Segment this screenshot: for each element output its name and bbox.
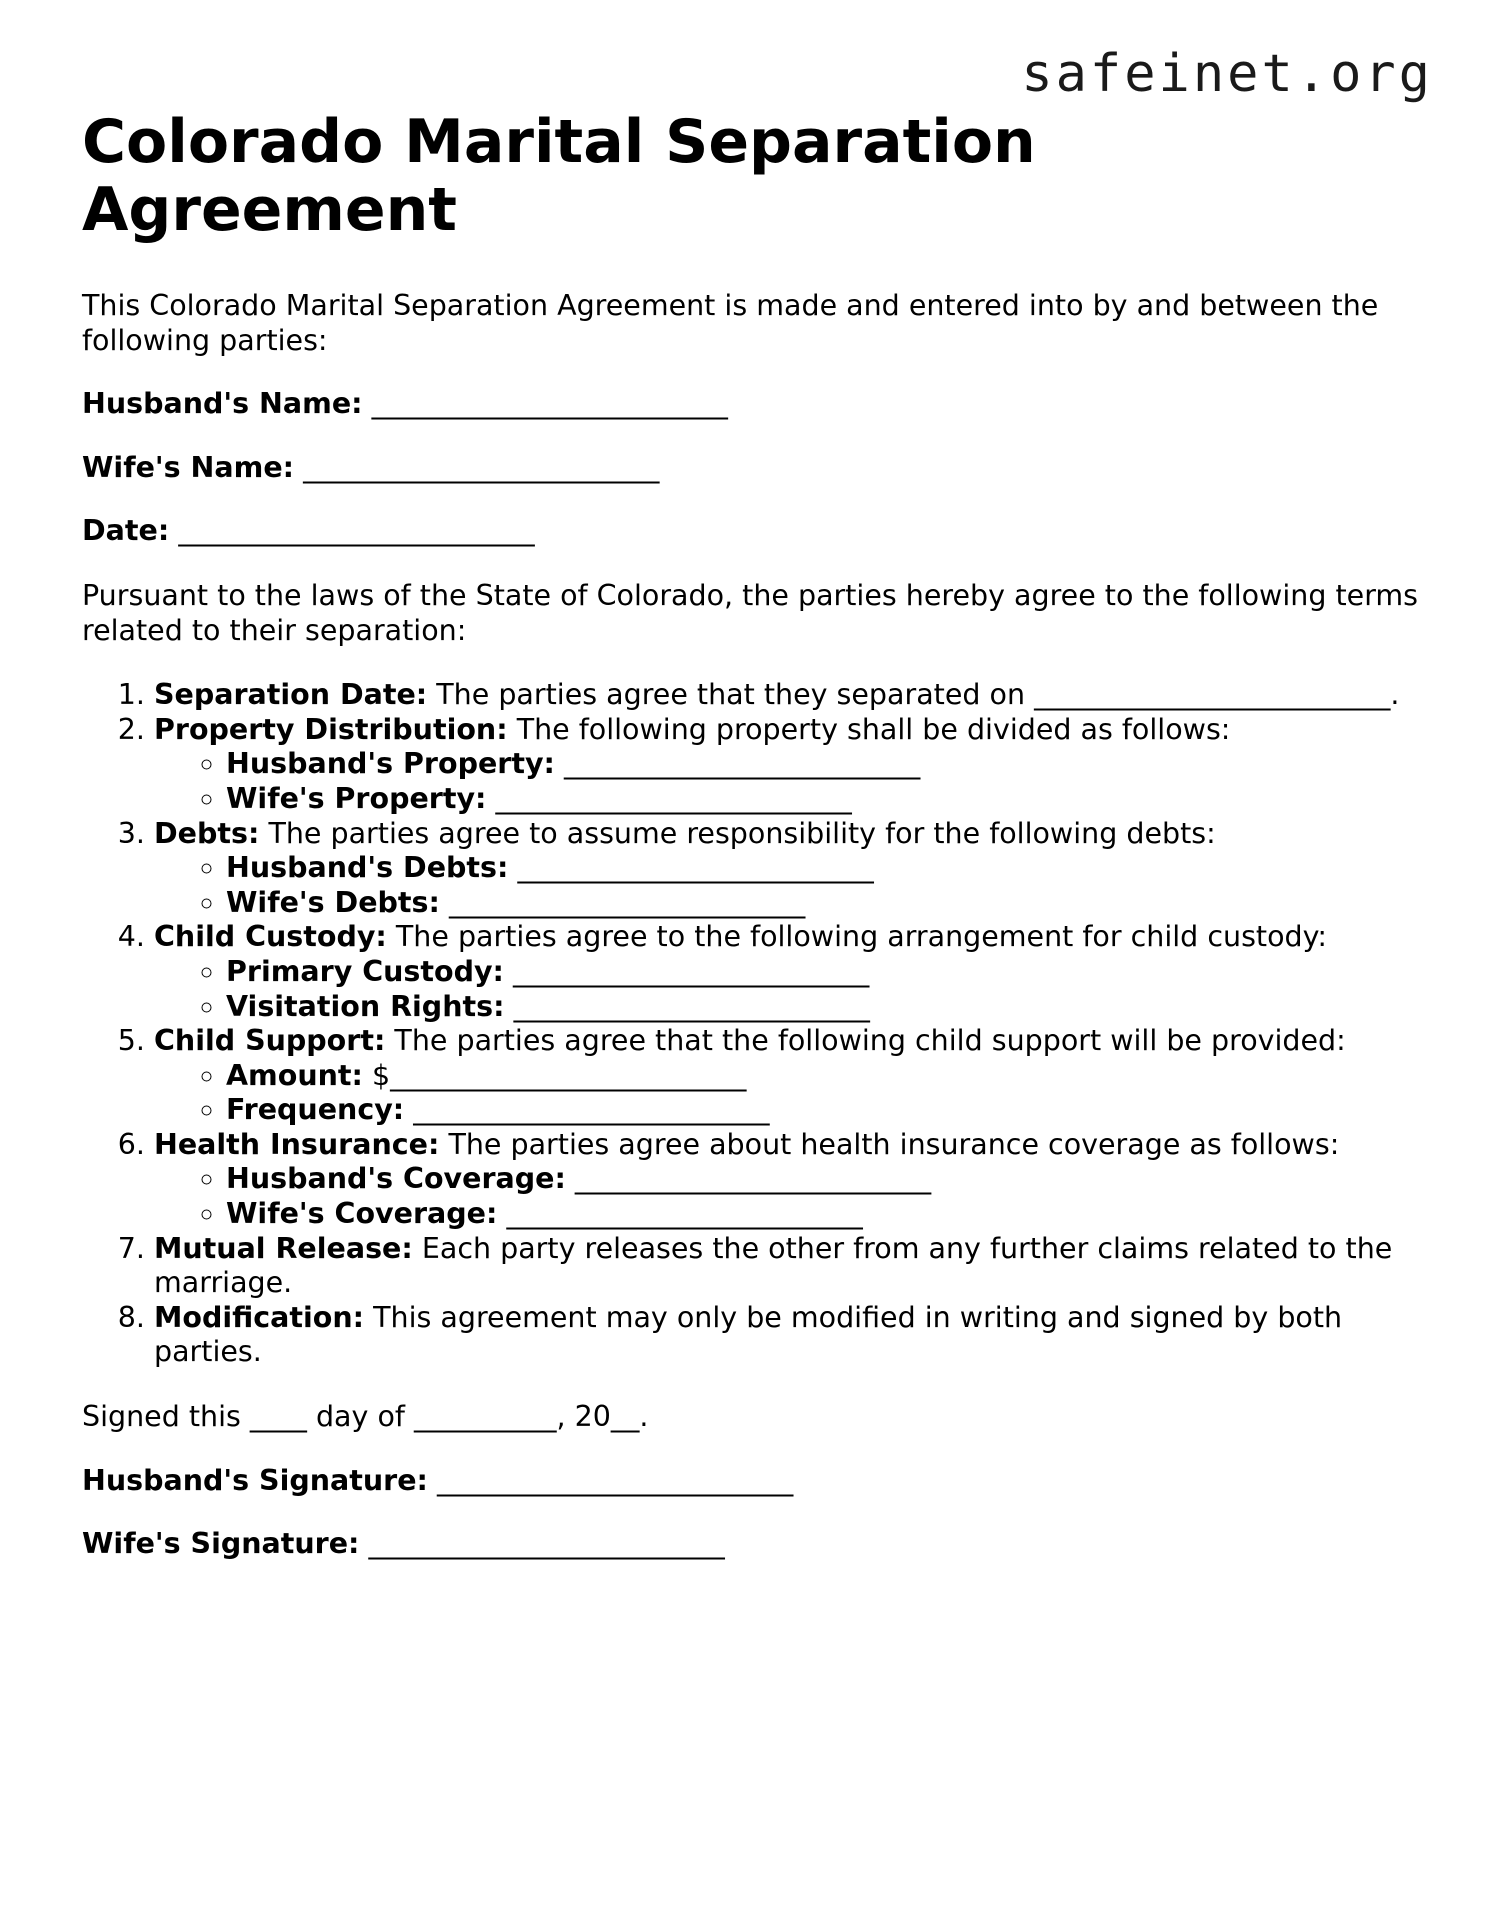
sub-item [226,1059,1422,1094]
term-label: Modification: [154,1300,365,1334]
term-label: Child Support: [154,1024,386,1058]
term-text: The following property shall be divided as follows: [516,712,1231,746]
term-label: Child Custody: [154,920,387,954]
sub-blank[interactable]: $_________________________ [372,1058,747,1092]
sub-item [226,1162,1422,1197]
sub-label: Husband's Property: [226,747,555,781]
sub-item [226,782,1422,817]
term-text: Each party releases the other from any further claims related to the marriage. [154,1231,1393,1300]
term-text: This agreement may only be modified in writing and signed by both parties. [154,1300,1343,1369]
sub-blank[interactable]: _________________________ [495,781,852,815]
sub-list [154,1162,1422,1231]
sub-label: Primary Custody: [226,954,504,988]
sub-blank[interactable]: _________________________ [517,851,874,885]
term-text: The parties agree about health insurance coverage as follows: [448,1127,1340,1161]
term-child-support [154,1024,1422,1128]
sub-item [226,851,1422,886]
wife-name-blank[interactable]: _________________________ [303,450,660,484]
terms-list [82,678,1422,1370]
sub-blank[interactable]: _________________________ [574,1162,932,1196]
signed-line: Signed this ____ day of __________, 20__. [82,1400,649,1434]
date-blank[interactable]: _________________________ [178,514,535,548]
term-text: The parties agree to the following arrangement for child custody: [395,920,1328,954]
wife-signature-field [82,1527,1422,1562]
term-modification [154,1301,1422,1370]
date-label: Date: [82,514,170,548]
terms-intro-paragraph: Pursuant to the laws of the State of Colorado, the parties hereby agree to the following terms related to their separation: [82,578,1419,647]
husband-name-blank[interactable]: _________________________ [371,387,728,421]
sub-blank[interactable]: _________________________ [448,885,806,919]
sub-item [226,990,1422,1025]
sub-item [226,955,1422,990]
husband-signature-field [82,1464,1422,1499]
wife-signature-blank[interactable]: _________________________ [368,1527,725,1561]
term-health-insurance [154,1128,1422,1232]
sub-blank[interactable]: _________________________ [413,1093,770,1127]
sub-item [226,1093,1422,1128]
sub-blank[interactable]: _________________________ [564,747,921,781]
term-text: The parties agree to assume responsibility for the following debts: [268,816,1216,850]
husband-signature-label: Husband's Signature: [82,1463,428,1497]
document-page [82,108,1422,1562]
term-separation-date [154,678,1422,713]
intro-paragraph: This Colorado Marital Separation Agreement is made and entered into by and between the following parties: [82,289,1379,357]
term-debts [154,817,1422,921]
term-child-custody [154,920,1422,1024]
term-property-distribution [154,713,1422,817]
wife-name-label: Wife's Name: [82,450,295,484]
husband-name-label: Husband's Name: [82,387,363,421]
sub-blank[interactable]: _________________________ [513,989,870,1023]
watermark: safeinet.org [1021,44,1433,104]
sub-blank[interactable]: _________________________ [506,1197,863,1231]
sub-item [226,1197,1422,1232]
sub-label: Visitation Rights: [226,989,505,1023]
wife-signature-label: Wife's Signature: [82,1527,360,1561]
term-text: The parties agree that the following child support will be provided: [394,1024,1346,1058]
date-field [82,514,1422,549]
sub-label: Wife's Coverage: [226,1197,498,1231]
sub-list [154,747,1422,816]
term-label: Separation Date: [154,678,428,712]
sub-blank[interactable]: _________________________ [513,954,870,988]
sub-label: Husband's Coverage: [226,1162,566,1196]
sub-item [226,886,1422,921]
sub-list [154,1059,1422,1128]
page-title: Colorado Marital Separation Agreement [82,107,1036,245]
term-label: Mutual Release: [154,1231,413,1265]
sub-item [226,747,1422,782]
sub-label: Husband's Debts: [226,851,509,885]
wife-name-field [82,451,1422,486]
term-mutual-release [154,1232,1422,1301]
sub-label: Wife's Property: [226,781,487,815]
sub-list [154,955,1422,1024]
husband-signature-blank[interactable]: _________________________ [437,1463,794,1497]
sub-label: Amount: [226,1058,363,1092]
term-label: Debts: [154,816,260,850]
term-label: Health Insurance: [154,1127,440,1161]
sub-label: Wife's Debts: [226,885,440,919]
sub-list [154,851,1422,920]
husband-name-field [82,387,1422,422]
term-label: Property Distribution: [154,712,508,746]
sub-label: Frequency: [226,1093,405,1127]
term-text: The parties agree that they separated on _________________________. [436,678,1400,712]
